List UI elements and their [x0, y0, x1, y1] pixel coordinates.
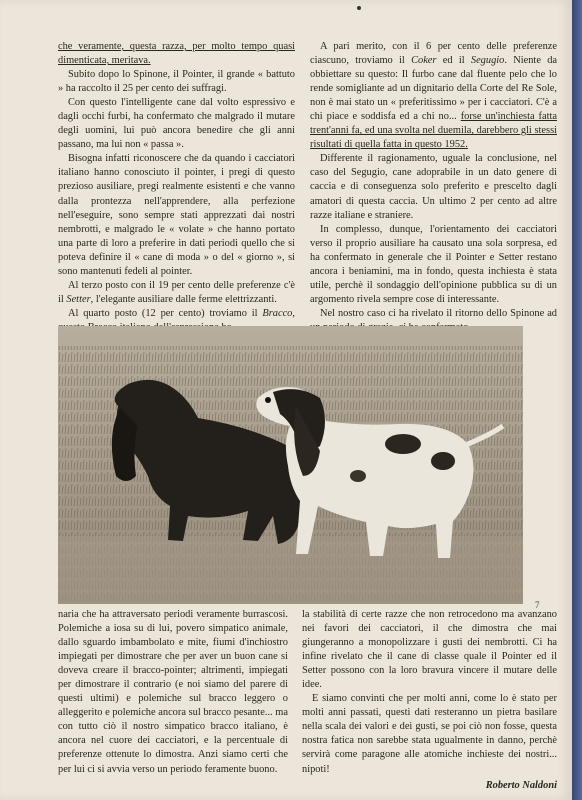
right-column-top [310, 40, 557, 335]
text-run: , [292, 307, 295, 319]
paragraph: Nel nostro caso ci ha rivelato il ritorno dello Spinone ad [320, 307, 557, 319]
text-run: A pari merito, con il 6 per cento delle preferenze ciascuno, troviamo il [310, 41, 557, 67]
paragraph: E siamo convinti che per molti anni, come lo è stato per molti anni passati, questi dati resteranno un pietra basilare nella scala dei valori e dei gusti, se poi ciò non fosse, questa nostra fatica non sarebbe stata ugualmente in danno, perchè servirà come paragone alle atomiche inchieste dei nostri... nipoti! [302, 693, 557, 775]
paragraph: Subito dopo lo Spinone, il Pointer, il grande « battuto » ha raccolto il 25 per cento dei suffragi. [58, 69, 295, 95]
breed-name: Coker [411, 55, 437, 67]
paragraph: Differente il ragionamento, uguale la conclusione, nel caso del Segugio, cane adoprabile in un dato genere di caccia e di conseguenza solo preferito e prescelto dagli amatori di questa caccia. Un ultimo 2 per cento ad altre razze italiane e straniere. [310, 153, 557, 221]
paragraph: che veramente, questa razza, per molto tempo quasi dimenticata, meritava. [58, 41, 295, 67]
underlined-text: forse un'inchiesta fatta trent'anni fa, ed una svolta nel duemila, darebbero gli stessi risultati di quella fatta in questo 1952. [310, 111, 557, 151]
paragraph: naria che ha attraversato periodi veramente burrascosi. Polemiche a iosa su di lui, povero simpatico animale, dallo sguardo imbambolato e mite, fiumi d'inchiostro impiegati per dimostrare che per aver un buon cane si doveva creare il bracco-pointer; altrimenti, impiegati per dimostrare il contrario (e noi siamo del parere di questi ultimi) e polemiche sul bracco leggero o alleggerito e polemiche ancora sul bracco pesante... ma con tutto ciò il nostro simpatico bracco italiano, è ancora nel cuore dei cacciatori, e la percentuale di preferenze ottenute lo dimostra. Anzi siamo certi che per lui ci si avvia verso un periodo feramente buono. [58, 609, 288, 775]
photo-number: 7 [535, 600, 540, 610]
left-column-top [58, 40, 295, 335]
paragraph: la stabilità di certe razze che non retrocedono ma avanzano nei favori dei cacciatori, il che dimostra che mai giungeranno a monopolizzare i gusti dei nembrotti. Ci ha infine rivelato che il cane di classe quale il Pointer ed il Setter possono con la loro bravura vincere il mutare delle idee. [302, 609, 557, 691]
left-column-bottom [58, 608, 288, 777]
text-run: Al terzo posto con il 19 per cento delle preferenze c'è il [58, 279, 295, 305]
author-signature: Roberto Naldoni [485, 779, 557, 791]
paragraph: In complesso, dunque, l'orientamento dei cacciatori verso il proprio ausiliare ha causato una sola sorpresa, ed ha confermato in generale che il Pointer e Setter restano ancora i beniamini, ma in fondo, questa inchiesta è stata utile, perchè il sondaggio dell'opinione pubblica su di un argomento rivela sempre cose di interessante. [310, 223, 557, 305]
text-run: ed il [436, 55, 471, 67]
dogs-photo [58, 326, 523, 604]
breed-name: Segugio [470, 55, 505, 67]
text-run: , l'elegante ausiliare dalle ferme elettrizzanti. [90, 293, 277, 305]
text-run: . Niente da obbiettare su questo: Il furbo cane dal fluente pelo che lo rende somigliante ad un dignitario della Corte del Re Sole, non è mai stato un « preferitissimo » per i cacciatori. C'è a chi piace e soddisfa ed a chi no... [310, 55, 558, 123]
paragraph: Con questo l'intelligente cane dal volto espressivo e dagli occhi furbi, ha confermato che malgrado il mutare degli uomini, lui può ancora benedire che gli anni passano, ma lui non « passa ». [58, 97, 295, 151]
breed-name: Bracco [262, 307, 293, 319]
paragraph [310, 40, 557, 152]
text-run: Al quarto posto (12 per cento) troviamo il [68, 307, 263, 319]
dogs-illustration [58, 326, 523, 604]
breed-name: Setter [66, 293, 91, 305]
paragraph [58, 279, 295, 307]
page-marker-dot [357, 6, 361, 10]
right-column-bottom [302, 608, 557, 793]
page-edge-background [572, 0, 582, 800]
paragraph: Bisogna infatti riconoscere che da quando i cacciatori italiano hanno conosciuto il pointer, i pregi di questo prezioso ausiliare, pregi realmente esistenti e che vanno dalla prontezza nell'apprendere, alla perfezione nell'eseguire, sono sempre stati apprezzati dai nostri nembrotti, e malgrado le « volate » che hanno portato una parte di loro a preferire in dati periodi quello che si poteva definire il « cane di moda » o del « giorno », si sono mantenuti fedeli al pointer. [58, 153, 295, 277]
